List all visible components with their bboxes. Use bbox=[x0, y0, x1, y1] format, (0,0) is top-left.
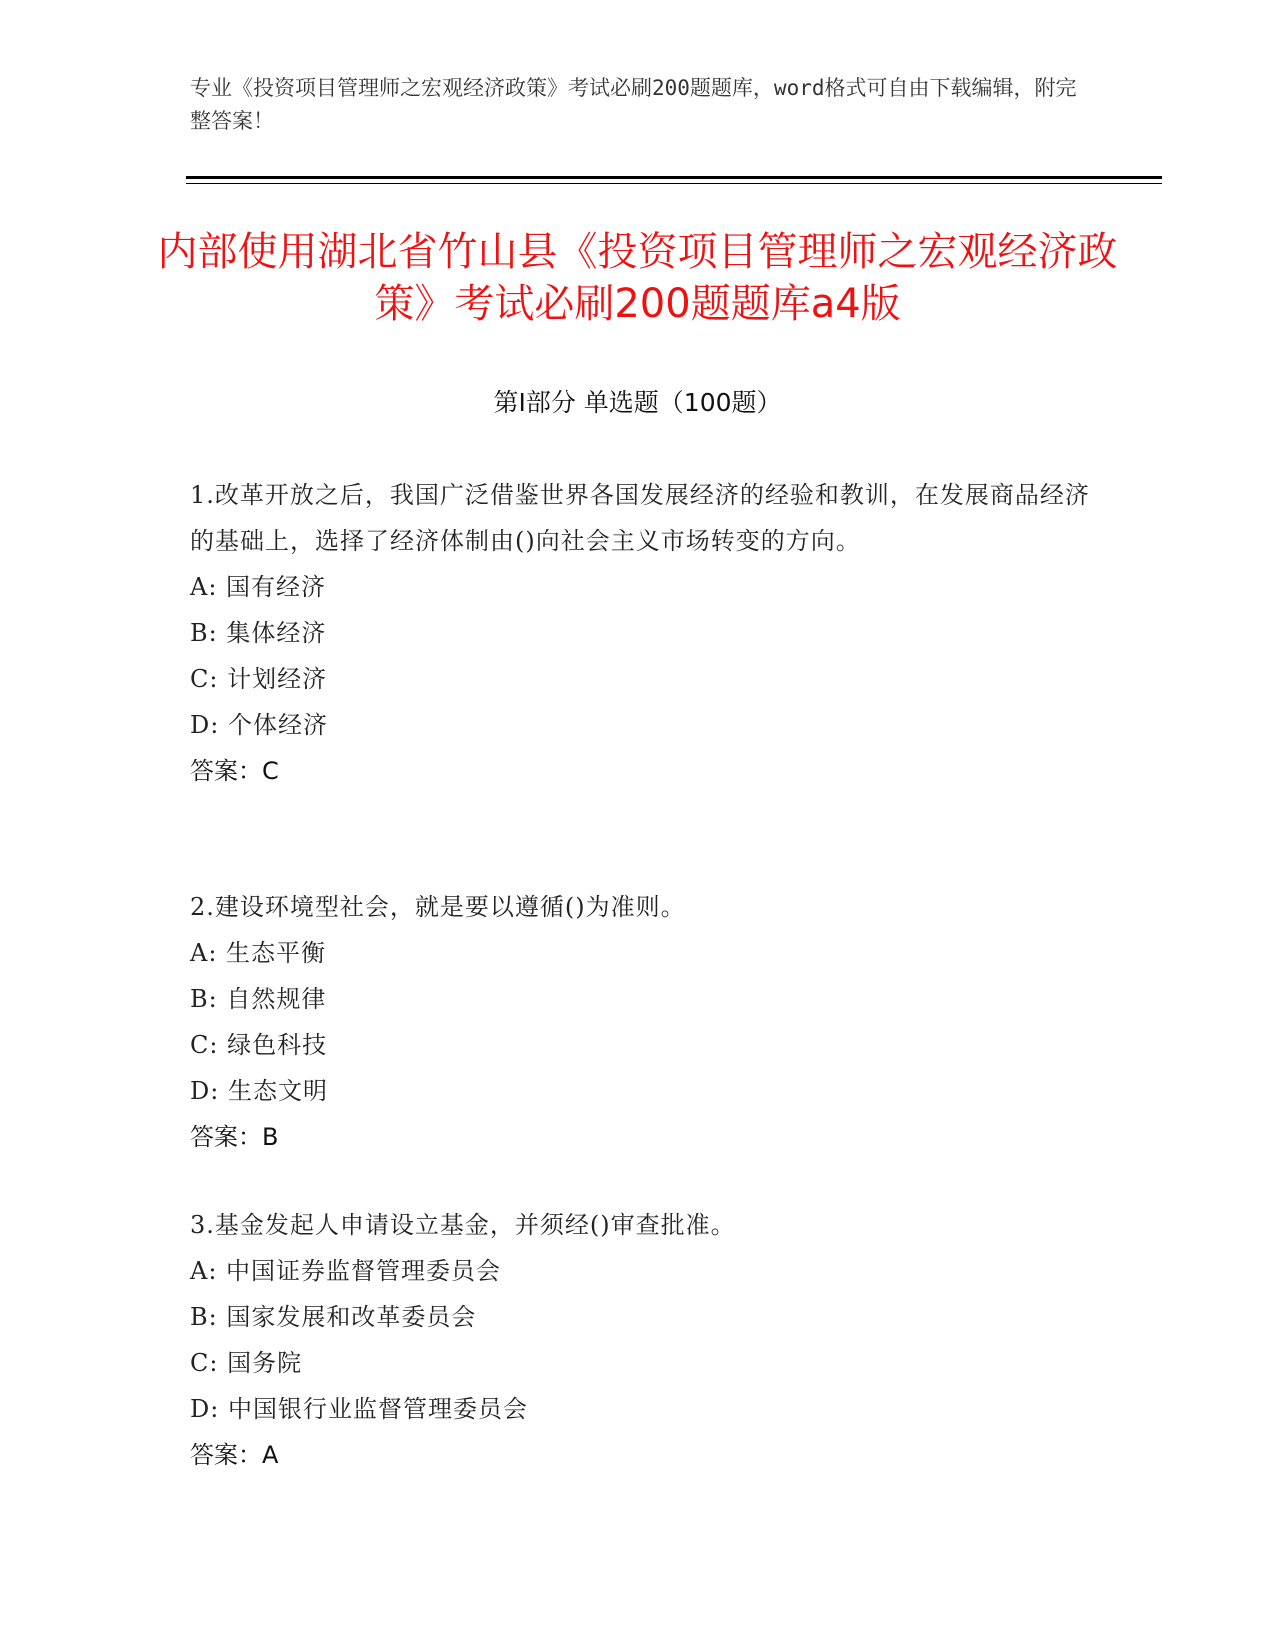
option-b: B: 集体经济 bbox=[190, 619, 327, 647]
header-divider-thin bbox=[186, 183, 1162, 184]
option-d: D: 中国银行业监督管理委员会 bbox=[190, 1395, 528, 1423]
option-d: D: 个体经济 bbox=[190, 711, 328, 739]
question-stem: 2.建设环境型社会，就是要以遵循()为准则。 bbox=[190, 893, 686, 921]
question-stem: 1.改革开放之后，我国广泛借鉴世界各国发展经济的经验和教训，在发展商品经济的基础上，选择了经济体制由()向社会主义市场转变的方向。 bbox=[190, 481, 1090, 555]
answer: 答案：A bbox=[190, 1441, 279, 1469]
question-1 bbox=[190, 472, 1090, 794]
option-a: A: 国有经济 bbox=[190, 573, 327, 601]
answer: 答案：C bbox=[190, 757, 279, 785]
option-a: A: 中国证券监督管理委员会 bbox=[190, 1257, 502, 1285]
answer: 答案：B bbox=[190, 1123, 279, 1151]
option-b: B: 国家发展和改革委员会 bbox=[190, 1303, 477, 1331]
option-c: C: 国务院 bbox=[190, 1349, 303, 1377]
header-divider-thick bbox=[186, 176, 1162, 179]
option-a: A: 生态平衡 bbox=[190, 939, 327, 967]
option-d: D: 生态文明 bbox=[190, 1077, 328, 1105]
option-c: C: 绿色科技 bbox=[190, 1031, 328, 1059]
question-3 bbox=[190, 1202, 1090, 1478]
question-2 bbox=[190, 884, 1090, 1160]
option-c: C: 计划经济 bbox=[190, 665, 328, 693]
section-heading: 第Ⅰ部分 单选题（100题） bbox=[493, 388, 782, 417]
header-note: 专业《投资项目管理师之宏观经济政策》考试必刷200题题库，word格式可自由下载编辑，附完整答案！ bbox=[190, 76, 1077, 133]
document-title: 内部使用湖北省竹山县《投资项目管理师之宏观经济政策》考试必刷200题题库a4版 bbox=[157, 229, 1118, 327]
question-stem: 3.基金发起人申请设立基金，并须经()审查批准。 bbox=[190, 1211, 736, 1239]
option-b: B: 自然规律 bbox=[190, 985, 327, 1013]
